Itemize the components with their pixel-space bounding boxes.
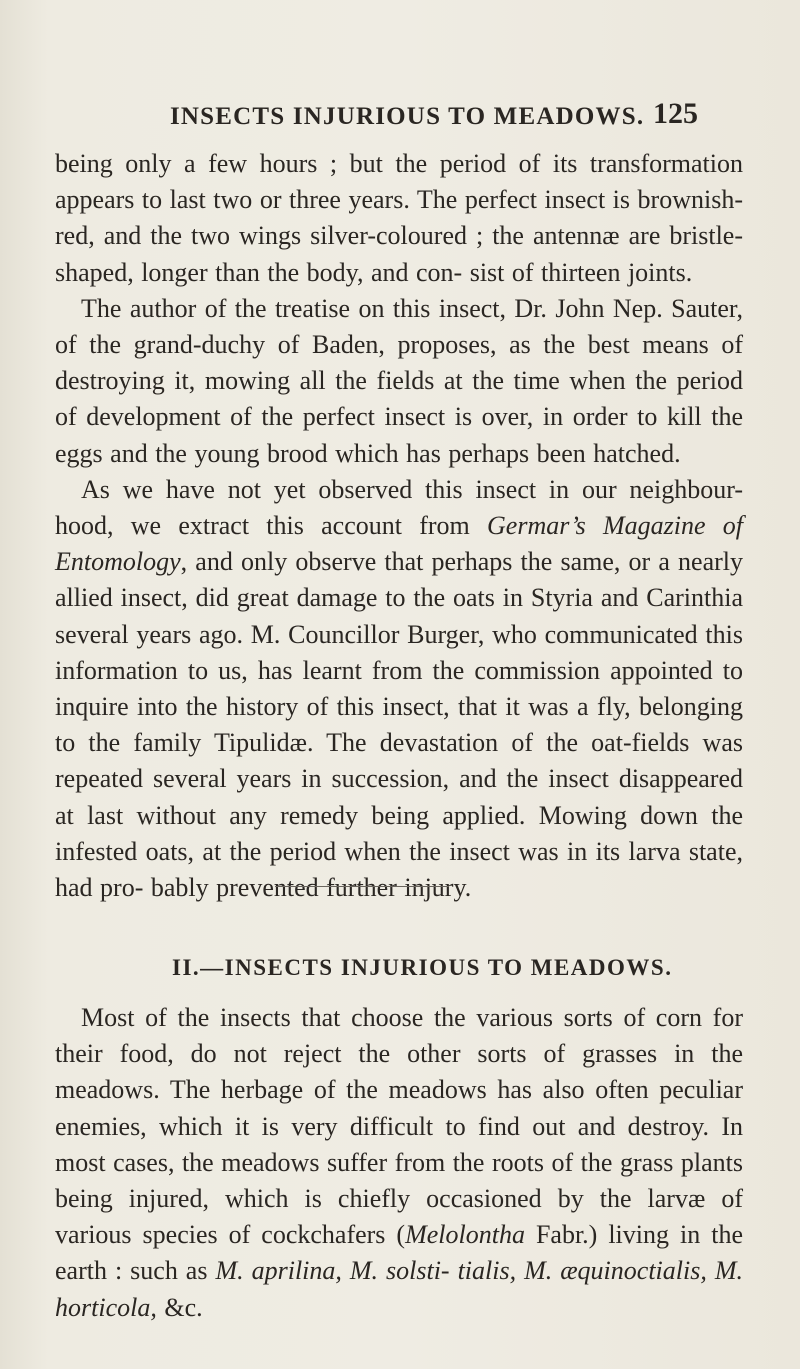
- section-heading: II.—INSECTS INJURIOUS TO MEADOWS.: [172, 955, 673, 980]
- text-run: The author of the treatise on this insect, Dr. John Nep. Sauter, of the grand-duchy of Baden, proposes, as the best means of destroying it, mowing all the fields at the time when the period of development of the perfect insect is over, in order to kill the eggs and the young brood which has perhaps been hatched.: [55, 293, 743, 468]
- italic-text: Germar’s Magazine of Entomology: [55, 511, 744, 577]
- text-run: Fabr.) living in the earth : such as: [55, 1220, 743, 1286]
- section-body-text: [55, 1000, 743, 1326]
- running-head: [170, 97, 698, 139]
- text-run: &c.: [156, 1292, 203, 1322]
- section-divider: [275, 886, 449, 887]
- running-title: INSECTS INJURIOUS TO MEADOWS.: [170, 103, 645, 130]
- text-run: being only a few hours ; but the period of its transformation appears to last two or three years. The perfect insect is brownish-red, and the two wings silver-coloured ; the antennæ are bristle-shaped, longer than the body, and con- sist of thirteen joints.: [55, 149, 743, 287]
- text-run: , and only observe that perhaps the same, or a nearly allied insect, did great damage to the oats in Styria and Carinthia several years ago. M. Councillor Burger, who communicated this information to us, has learnt from the commission appointed to inquire into the history of this insect, that it was a fly, belonging to the family Tipulidæ. The devastation of the oat-fields was repeated several years in succession, and the insect disappeared at last without any remedy being applied. Mowing down the infested oats, at the period when the insect was in its larva state, had pro- bably prevented further injury.: [55, 547, 743, 903]
- body-text: [55, 146, 743, 906]
- text-run: Most of the insects that choose the various sorts of corn for their food, do not reject the other sorts of grasses in the meadows. The herbage of the meadows has also often peculiar enemies, which it is very difficult to find out and destroy. In most cases, the meadows suffer from the roots of the grass plants being injured, which is chiefly occasioned by the larvæ of various species of cockchafers (: [55, 1003, 743, 1250]
- paragraph: [55, 291, 743, 472]
- page-number: 125: [653, 97, 698, 130]
- paragraph: [55, 146, 743, 291]
- paragraph: [55, 472, 743, 906]
- paragraph: [55, 1000, 743, 1326]
- italic-text: M. aprilina, M. solsti- tialis, M. æquinoctialis, M. horticola,: [55, 1256, 743, 1322]
- italic-text: Melolontha: [405, 1220, 525, 1250]
- text-run: As we have not yet observed this insect in our neighbour- hood, we extract this account from: [55, 474, 743, 541]
